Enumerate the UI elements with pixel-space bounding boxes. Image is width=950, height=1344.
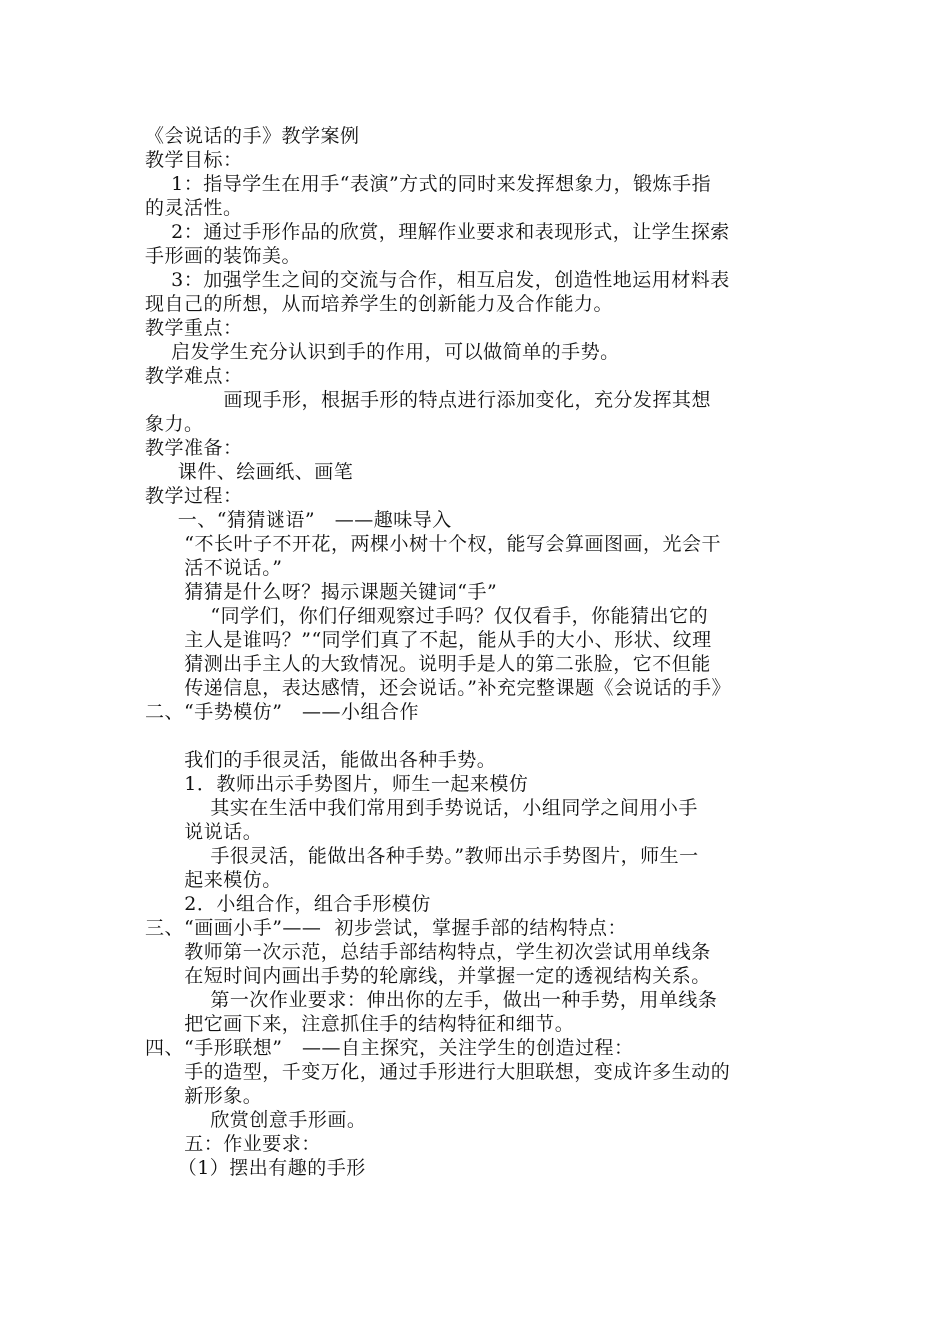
prep-heading: 教学准备： bbox=[145, 437, 243, 459]
section-1-riddle-line-2: 活不说话。” bbox=[145, 557, 283, 579]
section-3-paragraph-2-line-2: 把它画下来，注意抓住手的结构特征和细节。 bbox=[145, 1013, 575, 1035]
section-1-paragraph-line-2: 主人是谁吗？”“同学们真了不起，能从手的大小、形状、纹理 bbox=[145, 629, 712, 651]
section-2-paragraph-2-line-1: 手很灵活，能做出各种手势。”教师出示手势图片，师生一 bbox=[145, 845, 699, 867]
document-body bbox=[145, 124, 810, 1180]
section-5-item-1: （1）摆出有趣的手形 bbox=[145, 1157, 366, 1179]
focus-text: 启发学生充分认识到手的作用，可以做简单的手势。 bbox=[145, 341, 620, 363]
section-4-heading: 四、“手形联想” ——自主探究，关注学生的创造过程： bbox=[145, 1037, 634, 1059]
section-4-paragraph-2: 欣赏创意手形画。 bbox=[145, 1109, 367, 1131]
section-1-paragraph-line-3: 猜测出手主人的大致情况。说明手是人的第二张脸，它不但能 bbox=[145, 653, 711, 675]
blank-line bbox=[145, 724, 810, 748]
section-2-intro: 我们的手很灵活，能做出各种手势。 bbox=[145, 749, 497, 771]
focus-heading: 教学重点： bbox=[145, 317, 243, 339]
section-1-heading: 一、“猜猜谜语” ——趣味导入 bbox=[145, 509, 452, 531]
section-3-paragraph-1-line-1: 教师第一次示范，总结手部结构特点，学生初次尝试用单线条 bbox=[145, 941, 711, 963]
section-1-guess: 猜猜是什么呀？揭示课题关键词“手” bbox=[145, 581, 498, 603]
section-2-paragraph-2-line-2: 起来模仿。 bbox=[145, 869, 282, 891]
section-2-item-2: 2．小组合作，组合手形模仿 bbox=[145, 893, 431, 915]
section-2-paragraph-1-line-2: 说说话。 bbox=[145, 821, 263, 843]
document-title: 《会说话的手》教学案例 bbox=[145, 125, 360, 147]
goal-1-line-2: 的灵活性。 bbox=[145, 197, 243, 219]
difficulty-heading: 教学难点： bbox=[145, 365, 243, 387]
prep-text: 课件、绘画纸、画笔 bbox=[145, 461, 354, 483]
goal-1-line-1: 1：指导学生在用手“表演”方式的同时来发挥想象力，锻炼手指 bbox=[145, 173, 712, 195]
section-1-paragraph-line-4: 传递信息，表达感情，还会说话。”补充完整课题《会说话的手》 bbox=[145, 677, 731, 699]
section-2-item-1: 1．教师出示手势图片，师生一起来模仿 bbox=[145, 773, 529, 795]
section-1-paragraph-line-1: “同学们，你们仔细观察过手吗？仅仅看手，你能猜出它的 bbox=[145, 605, 709, 627]
difficulty-line-1: 画现手形，根据手形的特点进行添加变化，充分发挥其想 bbox=[145, 389, 711, 411]
section-5-heading: 五：作业要求： bbox=[145, 1133, 321, 1155]
goal-3-line-2: 现自己的所想，从而培养学生的创新能力及合作能力。 bbox=[145, 293, 614, 315]
section-3-paragraph-2-line-1: 第一次作业要求：伸出你的左手，做出一种手势，用单线条 bbox=[145, 989, 718, 1011]
section-2-paragraph-1-line-1: 其实在生活中我们常用到手势说话，小组同学之间用小手 bbox=[145, 797, 698, 819]
goal-3-line-1: 3：加强学生之间的交流与合作，相互启发，创造性地运用材料表 bbox=[145, 269, 730, 291]
goal-2-line-1: 2：通过手形作品的欣赏，理解作业要求和表现形式，让学生探索 bbox=[145, 221, 730, 243]
process-heading: 教学过程： bbox=[145, 485, 243, 507]
section-4-paragraph-1-line-2: 新形象。 bbox=[145, 1085, 263, 1107]
section-3-paragraph-1-line-2: 在短时间内画出手势的轮廓线，并掌握一定的透视结构关系。 bbox=[145, 965, 711, 987]
section-4-paragraph-1-line-1: 手的造型，千变万化，通过手形进行大胆联想，变成许多生动的 bbox=[145, 1061, 731, 1083]
difficulty-line-2: 象力。 bbox=[145, 413, 204, 435]
section-3-heading: 三、“画画小手”—— 初步尝试，掌握手部的结构特点： bbox=[145, 917, 628, 939]
section-1-riddle-line-1: “不长叶子不开花，两棵小树十个杈，能写会算画图画，光会干 bbox=[145, 533, 721, 555]
goal-2-line-2: 手形画的装饰美。 bbox=[145, 245, 302, 267]
section-2-heading: 二、“手势模仿” ——小组合作 bbox=[145, 701, 420, 723]
goals-heading: 教学目标： bbox=[145, 149, 243, 171]
